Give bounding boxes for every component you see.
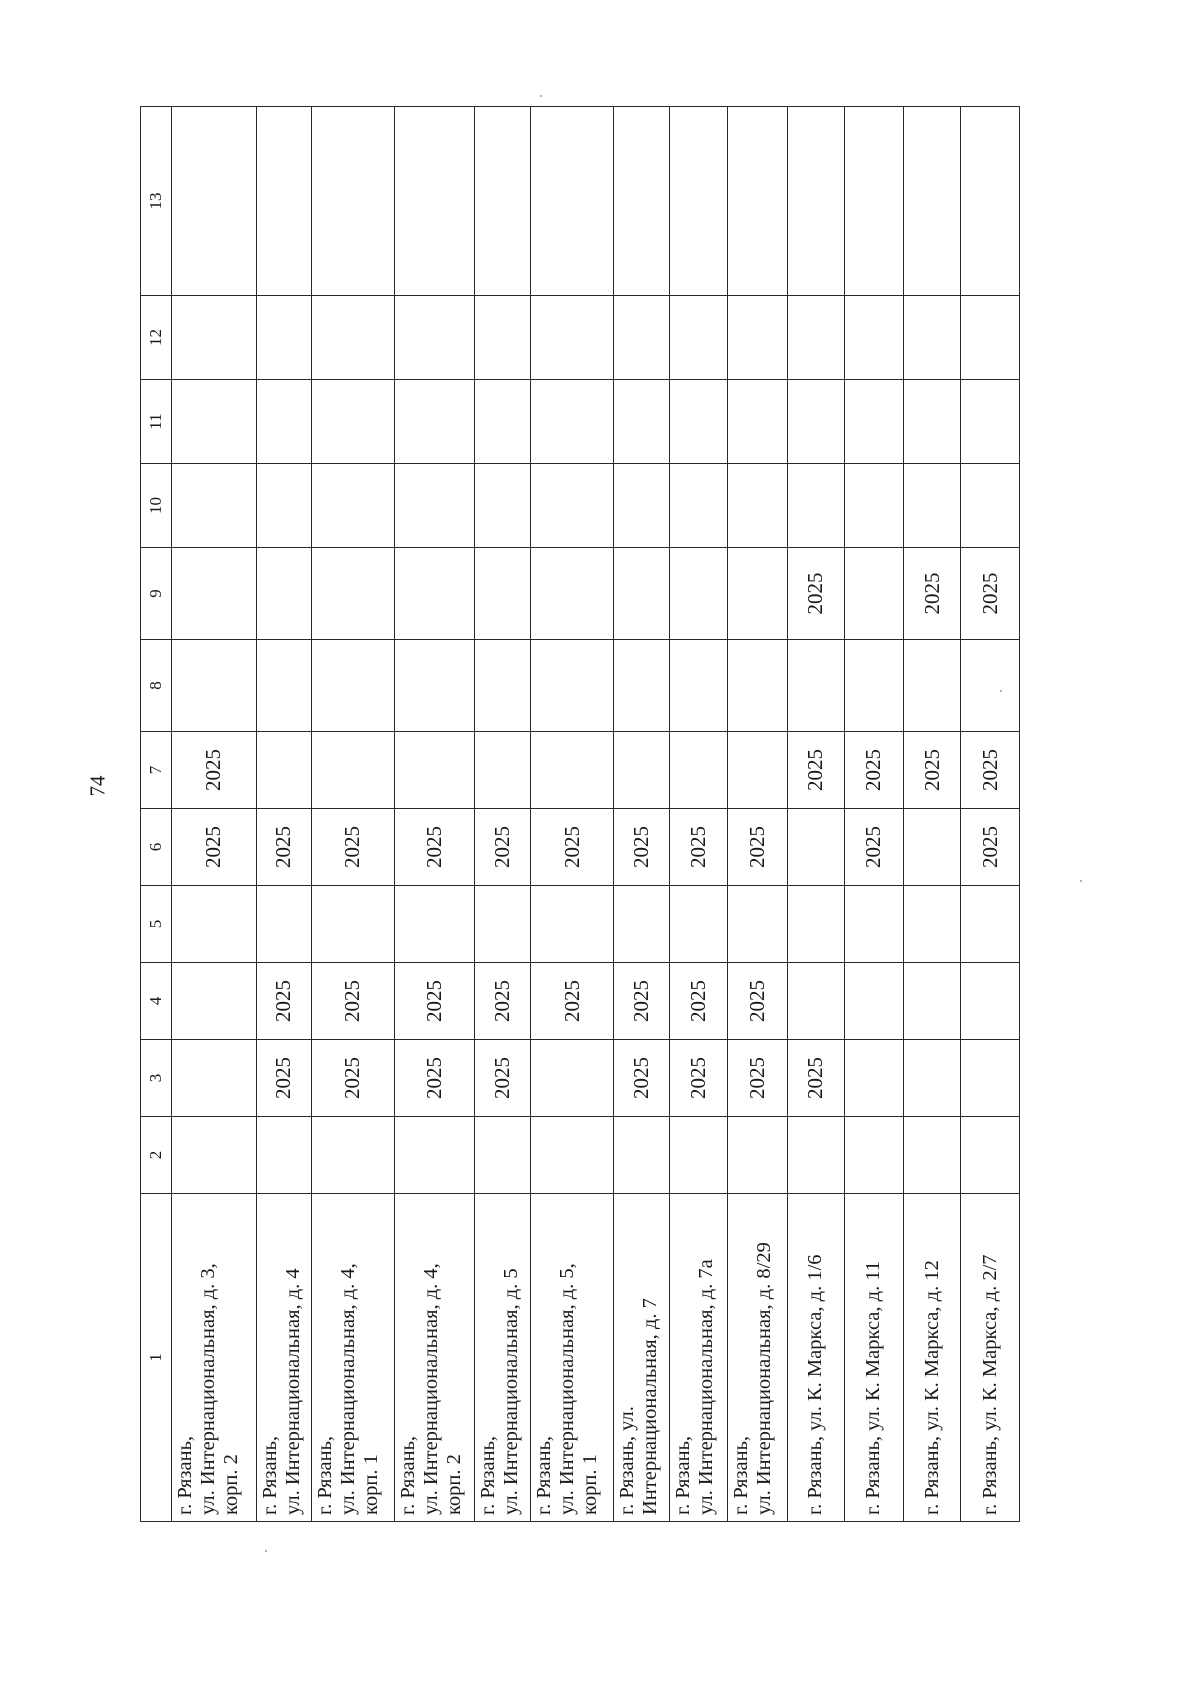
scan-speck [540, 95, 542, 97]
year-cell-col-5 [256, 886, 311, 963]
year-cell-col-9 [845, 548, 904, 640]
address-line: ул. Интернациональная, д. 5 [499, 1268, 522, 1515]
column-header-4: 4 [141, 963, 172, 1040]
year-cell-col-9 [256, 548, 311, 640]
year-cell-col-3: 2025 [394, 1040, 474, 1117]
year-cell-col-6: 2025 [961, 809, 1020, 886]
column-header-12: 12 [141, 296, 172, 380]
year-cell-col-4: 2025 [474, 963, 530, 1040]
year-cell-col-4 [961, 963, 1020, 1040]
year-cell-col-5 [312, 886, 395, 963]
year-cell-col-8 [531, 640, 614, 732]
year-cell-col-10 [670, 464, 728, 548]
year-cell-col-8 [961, 640, 1020, 732]
year-cell-col-7 [394, 732, 474, 809]
year-cell-col-2 [961, 1117, 1020, 1194]
column-header-8: 8 [141, 640, 172, 732]
year-cell-col-7: 2025 [845, 732, 904, 809]
year-cell-col-11 [670, 380, 728, 464]
column-header-1: 1 [141, 1194, 172, 1522]
year-cell-col-3: 2025 [312, 1040, 395, 1117]
year-cell-col-2 [787, 1117, 845, 1194]
year-cell-col-9 [613, 548, 669, 640]
table-row [531, 107, 614, 1522]
address-line: г. Рязань, ул. К. Маркса, д. 12 [920, 1260, 943, 1515]
year-cell-col-5 [787, 886, 845, 963]
page-number: 74 [85, 775, 110, 797]
address-line: корп. 2 [220, 1454, 242, 1515]
year-cell-col-10 [256, 464, 311, 548]
address-line: г. Рязань, [258, 1435, 281, 1515]
address-line: корп. 1 [360, 1454, 383, 1515]
table-row [961, 107, 1020, 1522]
address-cell [613, 1194, 669, 1522]
year-cell-col-5 [531, 886, 614, 963]
year-cell-col-9 [727, 548, 787, 640]
year-cell-col-9 [394, 548, 474, 640]
year-cell-col-4 [845, 963, 904, 1040]
address-cell [312, 1194, 395, 1522]
year-cell-col-2 [613, 1117, 669, 1194]
year-cell-col-7: 2025 [787, 732, 845, 809]
address-line: ул. Интернациональная, д. 8/29 [752, 1242, 775, 1515]
year-cell-col-5 [903, 886, 961, 963]
year-cell-col-12 [256, 296, 311, 380]
year-cell-col-12 [613, 296, 669, 380]
year-cell-col-13 [787, 107, 845, 296]
year-cell-col-5 [394, 886, 474, 963]
year-cell-col-6: 2025 [845, 809, 904, 886]
year-cell-col-13 [961, 107, 1020, 296]
year-cell-col-13 [312, 107, 395, 296]
year-cell-col-13 [172, 107, 257, 296]
year-cell-col-6: 2025 [670, 809, 728, 886]
year-cell-col-9 [474, 548, 530, 640]
year-cell-col-4: 2025 [727, 963, 787, 1040]
year-cell-col-10 [787, 464, 845, 548]
column-header-5: 5 [141, 886, 172, 963]
year-cell-col-11 [312, 380, 395, 464]
year-cell-col-8 [474, 640, 530, 732]
year-cell-col-7 [670, 732, 728, 809]
year-cell-col-8 [670, 640, 728, 732]
year-cell-col-11 [961, 380, 1020, 464]
year-cell-col-12 [727, 296, 787, 380]
year-cell-col-10 [845, 464, 904, 548]
address-line: г. Рязань, [314, 1435, 337, 1515]
table-row [613, 107, 669, 1522]
year-cell-col-12 [787, 296, 845, 380]
table-body [172, 107, 1020, 1522]
address-line: г. Рязань, [476, 1435, 499, 1515]
year-cell-col-8 [903, 640, 961, 732]
year-cell-col-13 [394, 107, 474, 296]
year-cell-col-2 [394, 1117, 474, 1194]
year-cell-col-8 [613, 640, 669, 732]
year-cell-col-13 [256, 107, 311, 296]
column-header-9: 9 [141, 548, 172, 640]
address-line: ул. Интернациональная, д. 4, [337, 1263, 360, 1515]
year-cell-col-12 [394, 296, 474, 380]
year-cell-col-4: 2025 [312, 963, 395, 1040]
year-cell-col-2 [531, 1117, 614, 1194]
year-cell-col-11 [394, 380, 474, 464]
year-cell-col-3: 2025 [670, 1040, 728, 1117]
address-cell [903, 1194, 961, 1522]
address-line: ул. Интернациональная, д. 7а [695, 1259, 718, 1515]
address-line: г. Рязань, [729, 1435, 752, 1515]
year-cell-col-13 [670, 107, 728, 296]
year-cell-col-11 [903, 380, 961, 464]
year-cell-col-11 [172, 380, 257, 464]
year-cell-col-4 [787, 963, 845, 1040]
year-cell-col-6: 2025 [312, 809, 395, 886]
year-cell-col-9: 2025 [903, 548, 961, 640]
address-cell [531, 1194, 614, 1522]
year-cell-col-11 [531, 380, 614, 464]
year-cell-col-12 [845, 296, 904, 380]
year-cell-col-10 [531, 464, 614, 548]
year-cell-col-12 [474, 296, 530, 380]
year-cell-col-6 [787, 809, 845, 886]
year-cell-col-6: 2025 [474, 809, 530, 886]
year-cell-col-9: 2025 [961, 548, 1020, 640]
year-cell-col-4 [172, 963, 257, 1040]
address-line: г. Рязань, [672, 1435, 695, 1515]
year-cell-col-7 [531, 732, 614, 809]
year-cell-col-2 [312, 1117, 395, 1194]
year-cell-col-13 [903, 107, 961, 296]
year-cell-col-10 [961, 464, 1020, 548]
year-cell-col-4 [903, 963, 961, 1040]
table-row [670, 107, 728, 1522]
year-cell-col-6: 2025 [256, 809, 311, 886]
year-cell-col-11 [845, 380, 904, 464]
year-cell-col-6 [903, 809, 961, 886]
year-cell-col-13 [727, 107, 787, 296]
year-cell-col-5 [474, 886, 530, 963]
year-cell-col-7 [613, 732, 669, 809]
year-cell-col-10 [172, 464, 257, 548]
year-cell-col-4: 2025 [531, 963, 614, 1040]
year-cell-col-7: 2025 [961, 732, 1020, 809]
schedule-table [140, 106, 1020, 1522]
year-cell-col-12 [903, 296, 961, 380]
year-cell-col-10 [613, 464, 669, 548]
year-cell-col-12 [670, 296, 728, 380]
year-cell-col-3 [531, 1040, 614, 1117]
year-cell-col-12 [531, 296, 614, 380]
year-cell-col-2 [670, 1117, 728, 1194]
year-cell-col-10 [394, 464, 474, 548]
year-cell-col-6: 2025 [394, 809, 474, 886]
year-cell-col-10 [312, 464, 395, 548]
address-line: г. Рязань, ул. К. Маркса, д. 1/6 [804, 1254, 827, 1515]
address-cell [670, 1194, 728, 1522]
table-row [312, 107, 395, 1522]
year-cell-col-5 [845, 886, 904, 963]
year-cell-col-11 [613, 380, 669, 464]
table-row [903, 107, 961, 1522]
address-cell [474, 1194, 530, 1522]
year-cell-col-10 [727, 464, 787, 548]
table-row [474, 107, 530, 1522]
year-cell-col-4: 2025 [256, 963, 311, 1040]
year-cell-col-11 [727, 380, 787, 464]
year-cell-col-8 [727, 640, 787, 732]
table-row [256, 107, 311, 1522]
year-cell-col-12 [961, 296, 1020, 380]
year-cell-col-11 [474, 380, 530, 464]
year-cell-col-11 [256, 380, 311, 464]
year-cell-col-2 [474, 1117, 530, 1194]
year-cell-col-8 [172, 640, 257, 732]
address-cell [845, 1194, 904, 1522]
year-cell-col-7: 2025 [903, 732, 961, 809]
year-cell-col-11 [787, 380, 845, 464]
address-line: ул. Интернациональная, д. 3, [197, 1263, 219, 1515]
year-cell-col-2 [903, 1117, 961, 1194]
year-cell-col-3: 2025 [474, 1040, 530, 1117]
address-line: г. Рязань, ул. К. Маркса, д. 2/7 [978, 1254, 1001, 1515]
table-row [172, 107, 257, 1522]
year-cell-col-7 [256, 732, 311, 809]
address-line: корп. 1 [579, 1454, 602, 1515]
year-cell-col-9: 2025 [787, 548, 845, 640]
year-cell-col-2 [256, 1117, 311, 1194]
scan-speck [1000, 690, 1002, 692]
column-header-6: 6 [141, 809, 172, 886]
year-cell-col-5 [961, 886, 1020, 963]
column-header-10: 10 [141, 464, 172, 548]
year-cell-col-6: 2025 [727, 809, 787, 886]
table-row [845, 107, 904, 1522]
address-cell [394, 1194, 474, 1522]
column-header-11: 11 [141, 380, 172, 464]
address-cell [256, 1194, 311, 1522]
address-cell [172, 1194, 257, 1522]
year-cell-col-8 [787, 640, 845, 732]
year-cell-col-10 [903, 464, 961, 548]
year-cell-col-3 [172, 1040, 257, 1117]
year-cell-col-9 [312, 548, 395, 640]
column-header-2: 2 [141, 1117, 172, 1194]
address-line: ул. Интернациональная, д. 5, [556, 1263, 579, 1515]
address-line: г. Рязань, [174, 1435, 196, 1515]
year-cell-col-4: 2025 [670, 963, 728, 1040]
column-header-13: 13 [141, 107, 172, 296]
year-cell-col-6: 2025 [172, 809, 257, 886]
year-cell-col-4: 2025 [394, 963, 474, 1040]
year-cell-col-5 [727, 886, 787, 963]
column-header-7: 7 [141, 732, 172, 809]
year-cell-col-3: 2025 [613, 1040, 669, 1117]
year-cell-col-12 [312, 296, 395, 380]
year-cell-col-13 [531, 107, 614, 296]
year-cell-col-3 [845, 1040, 904, 1117]
year-cell-col-4: 2025 [613, 963, 669, 1040]
table-row [394, 107, 474, 1522]
year-cell-col-7 [474, 732, 530, 809]
year-cell-col-5 [613, 886, 669, 963]
address-line: г. Рязань, ул. К. Маркса, д. 11 [862, 1260, 885, 1515]
year-cell-col-5 [172, 886, 257, 963]
year-cell-col-7 [312, 732, 395, 809]
year-cell-col-9 [172, 548, 257, 640]
address-cell [961, 1194, 1020, 1522]
address-line: ул. Интернациональная, д. 4, [419, 1263, 442, 1515]
year-cell-col-2 [172, 1117, 257, 1194]
year-cell-col-3: 2025 [727, 1040, 787, 1117]
year-cell-col-8 [394, 640, 474, 732]
address-cell [787, 1194, 845, 1522]
year-cell-col-2 [727, 1117, 787, 1194]
year-cell-col-8 [312, 640, 395, 732]
year-cell-col-13 [845, 107, 904, 296]
address-line: г. Рязань, [396, 1435, 419, 1515]
year-cell-col-12 [172, 296, 257, 380]
address-line: Интернациональная, д. 7 [638, 1298, 661, 1515]
scan-speck [1080, 880, 1082, 882]
year-cell-col-8 [845, 640, 904, 732]
year-cell-col-8 [256, 640, 311, 732]
table-row [787, 107, 845, 1522]
address-line: ул. Интернациональная, д. 4 [281, 1268, 304, 1515]
table-row [727, 107, 787, 1522]
year-cell-col-3 [961, 1040, 1020, 1117]
address-line: г. Рязань, [533, 1435, 556, 1515]
year-cell-col-9 [531, 548, 614, 640]
year-cell-col-3: 2025 [256, 1040, 311, 1117]
year-cell-col-2 [845, 1117, 904, 1194]
year-cell-col-6: 2025 [531, 809, 614, 886]
year-cell-col-10 [474, 464, 530, 548]
year-cell-col-9 [670, 548, 728, 640]
year-cell-col-13 [474, 107, 530, 296]
address-cell [727, 1194, 787, 1522]
year-cell-col-13 [613, 107, 669, 296]
rotated-table-container [140, 107, 1020, 1522]
address-line: г. Рязань, ул. [615, 1406, 638, 1515]
address-line: корп. 2 [442, 1454, 465, 1515]
year-cell-col-3 [903, 1040, 961, 1117]
column-header-3: 3 [141, 1040, 172, 1117]
year-cell-col-5 [670, 886, 728, 963]
header-row [141, 107, 172, 1522]
year-cell-col-7: 2025 [172, 732, 257, 809]
year-cell-col-3: 2025 [787, 1040, 845, 1117]
scan-speck [265, 1550, 267, 1552]
year-cell-col-6: 2025 [613, 809, 669, 886]
year-cell-col-7 [727, 732, 787, 809]
